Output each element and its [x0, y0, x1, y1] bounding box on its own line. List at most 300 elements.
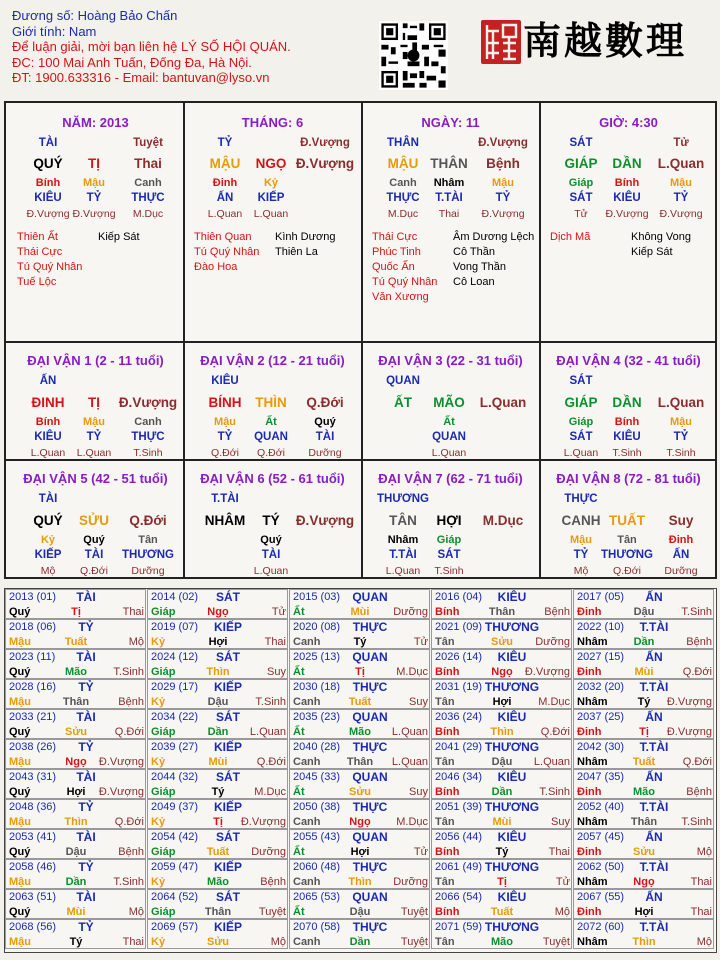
- year-label: 2017 (05): [577, 591, 625, 603]
- year-stem: Quý: [9, 606, 31, 618]
- annual-year-cell: [431, 739, 572, 769]
- dai-van-god-text: THƯƠNG: [377, 493, 429, 505]
- pillar-row: [363, 192, 538, 208]
- pillar-row: [185, 513, 360, 529]
- year-branch: Mùi: [208, 756, 228, 768]
- pillar-text: Q.Đới: [257, 447, 285, 459]
- contact-address: ĐC: 100 Mai Anh Tuấn, Đống Đa, Hà Nội.: [12, 54, 252, 70]
- annual-year-cell: [5, 649, 146, 679]
- annual-year-cell: [147, 889, 288, 919]
- year-phase: Đ.Vượng: [98, 756, 144, 768]
- pillar-row: [541, 416, 716, 432]
- year-stem: Đinh: [577, 606, 602, 618]
- pillar-text: M.Dục: [132, 208, 164, 220]
- annual-year-cell: [431, 859, 572, 889]
- year-god: QUAN: [352, 890, 388, 904]
- pillar-text: T.TÀI: [389, 549, 417, 561]
- year-label: 2037 (25): [577, 711, 625, 723]
- year-phase: Mộ: [554, 906, 570, 918]
- year-phase: Dưỡng: [251, 846, 286, 858]
- year-branch: Tuất: [348, 696, 372, 708]
- year-god: TÀI: [76, 710, 96, 724]
- year-stem: Kỷ: [151, 636, 166, 648]
- year-label: 2018 (06): [9, 621, 57, 633]
- annual-year-cell: [5, 859, 146, 889]
- year-phase: Tử: [271, 606, 286, 618]
- pillar-row: [8, 565, 183, 577]
- pillar-text: Quý: [83, 534, 105, 546]
- star-left: Phúc Tinh: [372, 246, 421, 258]
- year-god: THỰC: [352, 860, 388, 874]
- pillar-text: BÍNH: [208, 395, 242, 410]
- seal-stamp-icon: [480, 19, 522, 65]
- pillar-text: THƯƠNG: [122, 549, 174, 561]
- year-phase: Mộ: [128, 906, 144, 918]
- pillar-text: Đ.Vượng: [659, 208, 703, 220]
- year-label: 2048 (36): [9, 801, 57, 813]
- year-god: THỰC: [352, 800, 388, 814]
- year-stem: Canh: [293, 696, 321, 708]
- annual-year-cell: [5, 679, 146, 709]
- year-label: 2025 (13): [293, 651, 341, 663]
- pillar-text: KIÊU: [613, 192, 641, 204]
- year-label: 2046 (34): [435, 771, 483, 783]
- pillar-row: [363, 431, 538, 447]
- year-god: ẤN: [645, 890, 663, 904]
- dai-van-title: ĐẠI VẬN 7 (62 - 71 tuổi): [378, 471, 523, 486]
- year-god: TÀI: [76, 890, 96, 904]
- pillar-row: [363, 137, 538, 153]
- year-stem: Tân: [435, 936, 455, 948]
- year-label: 2057 (45): [577, 831, 625, 843]
- pillar-text: GIÁP: [564, 156, 598, 171]
- year-god: TÀI: [76, 650, 96, 664]
- pillar-text: L.Quan: [563, 447, 599, 459]
- dai-van-title: ĐẠI VẬN 3 (22 - 31 tuổi): [378, 353, 523, 368]
- pillar-text: Đ.Vượng: [300, 137, 350, 149]
- dai-van-god: [8, 493, 183, 509]
- year-phase: Thai: [264, 636, 286, 648]
- year-branch: Dần: [65, 876, 87, 888]
- dai-van-god: [363, 493, 538, 509]
- year-branch: Tuất: [64, 636, 88, 648]
- pillar-text: Giáp: [436, 534, 462, 546]
- year-label: 2030 (18): [293, 681, 341, 693]
- year-stem: Canh: [293, 876, 321, 888]
- year-branch: Dần: [491, 786, 513, 798]
- pillar-text: Đ.Vượng: [605, 208, 649, 220]
- year-stem: Ất: [293, 606, 305, 618]
- pillar-row: [8, 192, 183, 208]
- pillar-row: [185, 208, 360, 224]
- pillar-text: Đ.Vượng: [72, 208, 116, 220]
- pillar-text: Tân: [617, 534, 637, 546]
- annual-year-cell: [431, 679, 572, 709]
- pillar-text: KIẾP: [34, 549, 62, 561]
- annual-year-cell: [147, 739, 288, 769]
- year-phase: T.Sinh: [255, 696, 286, 708]
- star-right: Kình Dương: [275, 231, 336, 243]
- star-right: Không Vong: [631, 231, 691, 243]
- pillar-row: [541, 549, 716, 565]
- pillar-row: [8, 431, 183, 447]
- year-phase: T.Sinh: [113, 876, 144, 888]
- annual-year-cell: [5, 889, 146, 919]
- year-god: QUAN: [352, 710, 388, 724]
- year-god: THƯƠNG: [484, 860, 540, 874]
- year-god: TÀI: [76, 830, 96, 844]
- pillar-text: Mậu: [492, 177, 514, 189]
- year-stem: Bính: [435, 786, 460, 798]
- pillar-text: QUAN: [254, 431, 288, 443]
- year-branch: Ngọ: [65, 756, 87, 768]
- year-phase: Tử: [413, 846, 428, 858]
- dai-van-god-text: KIÊU: [211, 375, 239, 387]
- pillar-text: Tử: [574, 208, 588, 220]
- year-branch: Tý: [69, 936, 83, 948]
- pillar-text: DẦN: [612, 156, 642, 171]
- year-branch: Mão: [207, 876, 229, 888]
- pillar-row: [541, 534, 716, 550]
- annual-year-cell: [431, 769, 572, 799]
- annual-year-cell: [147, 649, 288, 679]
- year-stem: Giáp: [151, 726, 176, 738]
- annual-year-cell: [289, 739, 430, 769]
- year-branch: Mùi: [492, 816, 512, 828]
- dai-van-title: ĐẠI VẬN 4 (32 - 41 tuổi): [556, 353, 701, 368]
- annual-year-cell: [289, 919, 430, 949]
- year-stem: Nhâm: [577, 696, 608, 708]
- year-stem: Đinh: [577, 906, 602, 918]
- year-stem: Ất: [293, 726, 305, 738]
- year-stem: Quý: [9, 786, 31, 798]
- year-god: KIÊU: [497, 830, 527, 844]
- pillar-title: NGÀY: 11: [421, 115, 480, 130]
- year-branch: Thân: [62, 696, 90, 708]
- year-branch: Dậu: [65, 846, 87, 858]
- pillar-text: L.Quan: [431, 447, 467, 459]
- year-branch: Tị: [497, 876, 507, 888]
- year-label: 2021 (09): [435, 621, 483, 633]
- year-label: 2022 (10): [577, 621, 625, 633]
- year-stem: Mậu: [9, 936, 31, 948]
- year-branch: Hợi: [208, 636, 228, 648]
- year-label: 2068 (56): [9, 921, 57, 933]
- pillar-text: Ất: [443, 416, 455, 428]
- annual-year-cell: [147, 679, 288, 709]
- annual-year-cell: [573, 709, 714, 739]
- pillar-text: Bính: [35, 416, 61, 428]
- pillar-text: L.Quan: [76, 447, 112, 459]
- pillar-text: NGỌ: [255, 156, 287, 171]
- pillar-row: [185, 447, 360, 459]
- pillar-text: NHÂM: [204, 513, 246, 528]
- star-right: Kiếp Sát: [631, 246, 673, 258]
- year-god: QUAN: [352, 650, 388, 664]
- year-branch: Dần: [633, 636, 655, 648]
- star-right: Kiếp Sát: [98, 231, 140, 243]
- pillar-text: KIÊU: [34, 192, 62, 204]
- year-label: 2043 (31): [9, 771, 57, 783]
- year-god: TỶ: [78, 860, 94, 874]
- year-stem: Mậu: [9, 636, 31, 648]
- brand-logo: 南越數理: [523, 18, 688, 63]
- pillar-text: T.Sinh: [612, 447, 642, 459]
- year-phase: Tử: [555, 876, 570, 888]
- year-branch: Mùi: [350, 606, 370, 618]
- year-branch: Dậu: [349, 906, 371, 918]
- dai-van-god-text: THỰC: [564, 493, 598, 505]
- year-label: 2070 (58): [293, 921, 341, 933]
- year-stem: Tân: [435, 876, 455, 888]
- year-label: 2071 (59): [435, 921, 483, 933]
- annual-year-cell: [431, 709, 572, 739]
- year-label: 2053 (41): [9, 831, 57, 843]
- pillar-1: [8, 103, 183, 339]
- year-branch: Sửu: [490, 636, 514, 648]
- year-branch: Thìn: [348, 876, 372, 888]
- annual-year-cell: [289, 799, 430, 829]
- year-phase: M.Dục: [396, 666, 428, 678]
- star-right: Cô Loan: [453, 276, 495, 288]
- dai-van-god-text: ẤN: [39, 375, 57, 387]
- pillar-text: Đinh: [212, 177, 238, 189]
- year-phase: Tuyệt: [542, 936, 570, 948]
- pillar-text: TỶ: [495, 192, 511, 204]
- pillar-text: TỶ: [217, 137, 233, 149]
- year-label: 2069 (57): [151, 921, 199, 933]
- pillar-text: Tử: [673, 137, 689, 149]
- dai-van-title: ĐẠI VẬN 1 (2 - 11 tuổi): [27, 353, 164, 368]
- pillar-text: TỶ: [217, 431, 233, 443]
- annual-year-cell: [573, 679, 714, 709]
- star-right: Vong Thần: [453, 261, 507, 273]
- pillar-text: Tân: [138, 534, 158, 546]
- pillar-row: [363, 549, 538, 565]
- star-left: Dịch Mã: [550, 231, 591, 243]
- year-phase: Thai: [122, 606, 144, 618]
- pillar-text: L.Quan: [253, 208, 289, 220]
- year-label: 2060 (48): [293, 861, 341, 873]
- dai-van-god: [185, 375, 360, 391]
- annual-year-cell: [573, 619, 714, 649]
- year-label: 2016 (04): [435, 591, 483, 603]
- year-stem: Đinh: [577, 666, 602, 678]
- year-branch: Dần: [207, 726, 229, 738]
- year-stem: Kỷ: [151, 936, 166, 948]
- year-branch: Thìn: [632, 936, 656, 948]
- pillar-text: TÀI: [84, 549, 104, 561]
- pillar-text: TÂN: [389, 513, 417, 528]
- pillar-row: [8, 208, 183, 224]
- year-branch: Sửu: [348, 786, 372, 798]
- pillar-text: Bính: [35, 177, 61, 189]
- year-god: THỰC: [352, 620, 388, 634]
- year-branch: Thìn: [64, 816, 88, 828]
- annual-year-cell: [431, 799, 572, 829]
- dai-van-title: ĐẠI VẬN 2 (12 - 21 tuổi): [200, 353, 345, 368]
- pillar-row: [363, 208, 538, 224]
- annual-year-cell: [5, 799, 146, 829]
- pillar-text: MẬU: [387, 156, 419, 171]
- year-phase: Q.Đới: [114, 726, 144, 738]
- year-label: 2039 (27): [151, 741, 199, 753]
- year-phase: Suy: [409, 696, 428, 708]
- pillar-text: Q.Đới: [211, 447, 239, 459]
- year-phase: Bệnh: [118, 696, 144, 708]
- year-god: ẤN: [645, 590, 663, 604]
- year-label: 2033 (21): [9, 711, 57, 723]
- pillar-text: QUAN: [432, 431, 466, 443]
- pillar-text: KIẾP: [257, 192, 285, 204]
- year-label: 2066 (54): [435, 891, 483, 903]
- year-stem: Ất: [293, 846, 305, 858]
- pillar-text: HỢI: [436, 513, 462, 528]
- year-phase: Đ.Vượng: [98, 786, 144, 798]
- pillar-row: [363, 156, 538, 172]
- pillar-text: TỶ: [86, 192, 102, 204]
- annual-year-cell: [147, 859, 288, 889]
- star-left: Tú Quý Nhân: [372, 276, 438, 288]
- pillar-text: THÂN: [387, 137, 419, 149]
- year-phase: M.Dục: [396, 816, 428, 828]
- year-branch: Mùi: [66, 906, 86, 918]
- year-god: KIÊU: [497, 590, 527, 604]
- pillar-row: [8, 156, 183, 172]
- year-stem: Tân: [435, 696, 455, 708]
- year-phase: Dưỡng: [393, 606, 428, 618]
- contact-note: Để luận giải, mời bạn liên hệ LÝ SỐ HỘI QUÁN.: [12, 39, 291, 54]
- year-stem: Canh: [293, 636, 321, 648]
- year-god: KIẾP: [213, 800, 242, 814]
- pillar-row: [8, 534, 183, 550]
- dai-van-6: [185, 461, 360, 577]
- year-branch: Thìn: [206, 666, 230, 678]
- year-phase: T.Sinh: [681, 606, 712, 618]
- year-label: 2065 (53): [293, 891, 341, 903]
- year-branch: Dần: [349, 936, 371, 948]
- year-god: THỰC: [352, 920, 388, 934]
- pillar-text: Ất: [265, 416, 277, 428]
- pillar-row: [8, 395, 183, 411]
- year-stem: Bính: [435, 606, 460, 618]
- year-branch: Ngọ: [207, 606, 229, 618]
- year-god: T.TÀI: [639, 920, 669, 934]
- year-god: THỰC: [352, 680, 388, 694]
- year-god: KIÊU: [497, 770, 527, 784]
- year-branch: Tý: [353, 636, 367, 648]
- year-god: KIẾP: [213, 620, 242, 634]
- year-phase: Q.Đới: [682, 756, 712, 768]
- year-god: ẤN: [645, 650, 663, 664]
- year-label: 2062 (50): [577, 861, 625, 873]
- star-left: Đào Hoa: [194, 261, 238, 273]
- pillar-text: TÀI: [261, 549, 281, 561]
- year-branch: Ngọ: [349, 816, 371, 828]
- pillar-text: THỰC: [131, 431, 165, 443]
- year-god: TỶ: [78, 620, 94, 634]
- year-branch: Mão: [491, 936, 513, 948]
- year-god: KIẾP: [213, 920, 242, 934]
- year-god: TỶ: [78, 800, 94, 814]
- year-label: 2056 (44): [435, 831, 483, 843]
- year-stem: Giáp: [151, 846, 176, 858]
- year-stem: Kỷ: [151, 876, 166, 888]
- star-right: Cô Thần: [453, 246, 495, 258]
- pillar-text: ẤT: [394, 395, 412, 410]
- year-stem: Canh: [293, 936, 321, 948]
- pillar-row: [185, 565, 360, 577]
- annual-year-cell: [573, 649, 714, 679]
- annual-luck-table: [4, 588, 717, 953]
- pillar-row: [541, 192, 716, 208]
- pillar-row: [541, 395, 716, 411]
- pillar-row: [8, 447, 183, 459]
- annual-year-cell: [5, 739, 146, 769]
- year-label: 2049 (37): [151, 801, 199, 813]
- year-phase: Suy: [551, 816, 570, 828]
- pillar-text: Đ.Vượng: [478, 137, 528, 149]
- pillar-text: QUÝ: [33, 156, 63, 171]
- year-phase: Tuyệt: [258, 906, 286, 918]
- year-branch: Tị: [639, 726, 649, 738]
- star-left: Tú Quý Nhân: [17, 261, 83, 273]
- dai-van-5: [8, 461, 183, 577]
- year-stem: Giáp: [151, 906, 176, 918]
- year-stem: Mậu: [9, 756, 31, 768]
- year-phase: M.Dục: [254, 786, 286, 798]
- annual-year-cell: [431, 919, 572, 949]
- pillar-text: Mộ: [573, 565, 589, 577]
- year-branch: Mão: [633, 786, 655, 798]
- year-phase: Bệnh: [686, 636, 712, 648]
- year-god: TỶ: [78, 740, 94, 754]
- pillar-row: [541, 137, 716, 153]
- year-label: 2013 (01): [9, 591, 57, 603]
- dai-van-god-text: T.TÀI: [211, 493, 239, 505]
- year-branch: Hợi: [634, 906, 654, 918]
- year-branch: Mão: [65, 666, 87, 678]
- pillar-text: Bính: [614, 177, 640, 189]
- pillar-text: Canh: [134, 177, 162, 189]
- annual-year-cell: [431, 829, 572, 859]
- pillar-row: [185, 534, 360, 550]
- year-branch: Hợi: [66, 786, 86, 798]
- pillar-text: Dưỡng: [308, 447, 342, 459]
- annual-year-cell: [431, 619, 572, 649]
- year-phase: L.Quan: [391, 756, 428, 768]
- pillar-text: Mậu: [570, 534, 592, 546]
- pillar-text: TỶ: [86, 431, 102, 443]
- pillar-3: [363, 103, 538, 339]
- year-stem: Canh: [293, 816, 321, 828]
- pillar-text: T.Sinh: [666, 447, 696, 459]
- pillar-text: Q.Đới: [306, 395, 344, 410]
- annual-year-cell: [147, 799, 288, 829]
- annual-year-cell: [431, 589, 572, 619]
- pillar-text: THÂN: [430, 156, 468, 171]
- year-label: 2061 (49): [435, 861, 483, 873]
- year-branch: Thân: [346, 756, 374, 768]
- pillar-row: [541, 565, 716, 577]
- year-label: 2024 (12): [151, 651, 199, 663]
- year-label: 2023 (11): [9, 651, 56, 663]
- year-stem: Đinh: [577, 786, 602, 798]
- pillar-row: [185, 395, 360, 411]
- pillar-text: Mậu: [670, 416, 692, 428]
- year-god: QUAN: [352, 830, 388, 844]
- year-phase: Đ.Vượng: [666, 726, 712, 738]
